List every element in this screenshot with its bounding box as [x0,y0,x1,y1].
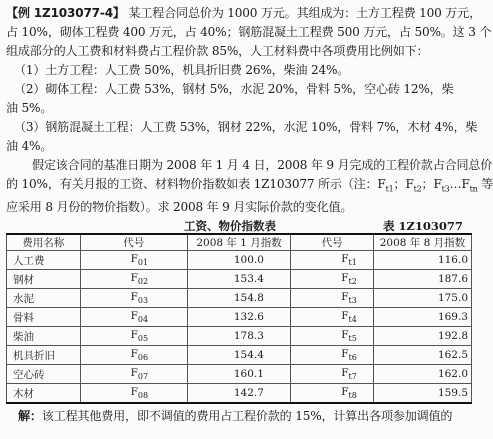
table-number: 表 1Z103077 [383,219,463,233]
table-cell: 192.8 [373,327,471,346]
table-cell: $F_{01}$ [80,251,187,270]
problem-line-8: 油 4%。 [6,139,53,153]
table-cell: $F_{08}$ [80,384,187,404]
solution-text: 该工程其他费用，即不调值的费用占工程价款的 15%，计算出各项参加调值的 [41,409,453,423]
table-cell: $F_{t2}$ [291,270,374,289]
table-cell: $F_{03}$ [80,289,187,308]
table-cell: $F_{t5}$ [291,327,374,346]
table-row [7,327,472,346]
table-cell: 162.0 [373,365,471,384]
table-cell: 162.5 [373,346,471,365]
problem-line-7: （3）钢筋混凝土工程：人工费 53%，钢材 22%，水泥 10%，骨料 7%，木材 4%，柴 [14,120,478,134]
table-cell: 154.8 [187,289,290,308]
table-cell: 160.1 [187,365,290,384]
table-cell: 木材 [7,384,81,404]
table-cell: $F_{06}$ [80,346,187,365]
table-cell: 空心砖 [7,365,81,384]
problem-line-2: 占 10%，砌体工程费 400 万元，占 40%；钢筋混凝土工程费 500 万元，占 50%。这 3 个 [6,25,492,39]
table-cell: 187.6 [373,270,471,289]
problem-line-10: 的 10%，有关月报的工资、材料物价指数如表 1Z103077 所示（注：$F_{t1}$；$F_{t2}$；$F_{t3}\dots F_{tn}$ 等 [6,177,493,194]
table-cell: 人工费 [7,251,81,270]
problem-statement [6,4,493,217]
table-cell: $F_{02}$ [80,270,187,289]
problem-line-6: 油 5%。 [6,101,53,115]
header-cell: 2008 年 8 月指数 [373,234,471,251]
table-cell: 水泥 [7,289,81,308]
solution-label: 解： [18,409,42,423]
table-cell: 机具折旧 [7,346,81,365]
table-row [7,251,472,270]
table-cell: 154.4 [187,346,290,365]
table-cell: 132.6 [187,308,290,327]
table-row [7,346,472,365]
problem-line-5: （2）砌体工程：人工费 53%，钢材 5%，水泥 20%，骨料 5%，空心砖 12%，柴 [14,82,454,96]
table-cell: $F_{t8}$ [291,384,374,404]
table-cell: $F_{07}$ [80,365,187,384]
problem-line-9: 假定该合同的基准日期为 2008 年 1 月 4 日，2008 年 9 月完成的工程价款占合同总价 [32,158,493,172]
table-cell: 169.3 [373,308,471,327]
table-cell: $F_{t4}$ [291,308,374,327]
price-index-table [6,233,472,404]
table-header-row [7,234,472,251]
table-cell: $F_{t7}$ [291,365,374,384]
table-cell: 柴油 [7,327,81,346]
table-cell: $F_{05}$ [80,327,187,346]
solution-line [18,407,452,424]
table-title: 工资、物价指数表 [184,219,276,233]
problem-line-4: （1）土方工程：人工费 50%，机具折旧费 26%，柴油 24%。 [14,63,350,77]
example-tag: 【例 1Z103077-4】 [6,6,125,20]
table-row [7,365,472,384]
table-cell: 178.3 [187,327,290,346]
table-row [7,384,472,404]
table-row [7,270,472,289]
table-cell: 153.4 [187,270,290,289]
table-cell: 骨料 [7,308,81,327]
header-cell: 2008 年 1 月指数 [187,234,290,251]
header-cell: 代号 [80,234,187,251]
table-cell: 159.5 [373,384,471,404]
table-row [7,308,472,327]
table-cell: $F_{t6}$ [291,346,374,365]
problem-line-3: 组成部分的人工费和材料费占工程价款 85%，人工材料费中各项费用比例如下： [6,44,429,58]
header-cell: 费用名称 [7,234,81,251]
table-cell: $F_{t1}$ [291,251,374,270]
table-cell: 142.7 [187,384,290,404]
table-cell: 100.0 [187,251,290,270]
table-cell: $F_{t3}$ [291,289,374,308]
table-cell: 钢材 [7,270,81,289]
table-cell: 175.0 [373,289,471,308]
table-cell: $F_{04}$ [80,308,187,327]
table-cell: 116.0 [373,251,471,270]
table-row [7,289,472,308]
header-cell: 代号 [291,234,374,251]
problem-line-1: 【例 1Z103077-4】 某工程合同总价为 1000 万元。其组成为：土方工程费 100 万元， [6,6,481,20]
problem-line-11: 应采用 8 月份的物价指数）。求 2008 年 9 月实际价款的变化值。 [6,200,353,215]
